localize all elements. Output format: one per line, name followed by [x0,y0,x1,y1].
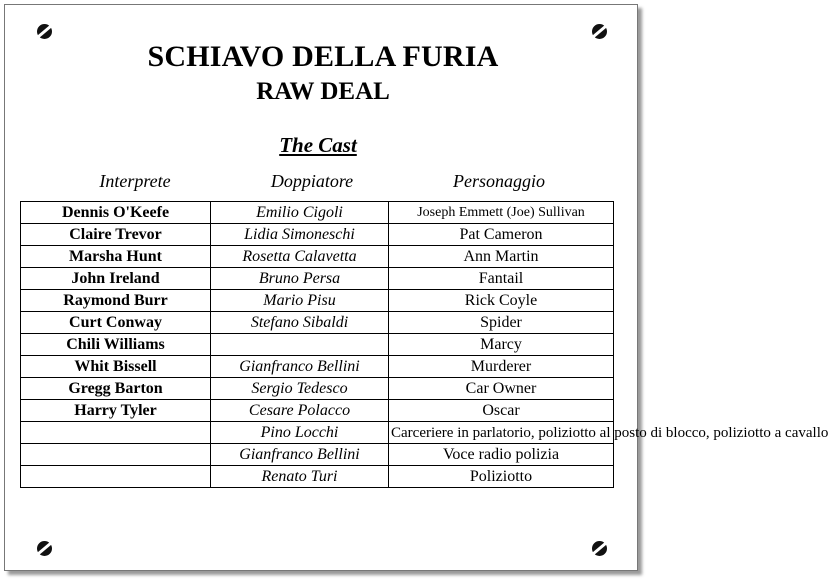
table-row [21,378,614,400]
role-cell: Murderer [389,356,614,378]
role-cell: Poliziotto [389,466,614,488]
column-header-actor: Interprete [99,171,171,191]
role-cell: Spider [389,312,614,334]
dubber-cell: Mario Pisu [211,290,389,312]
page-title: SCHIAVO DELLA FURIA [147,40,499,73]
dubber-cell: Sergio Tedesco [211,378,389,400]
table-row [21,422,614,444]
role-cell: Rick Coyle [389,290,614,312]
screw-icon [37,541,52,556]
actor-cell: Gregg Barton [21,378,211,400]
role-cell: Oscar [389,400,614,422]
actor-cell: Whit Bissell [21,356,211,378]
table-row [21,334,614,356]
dubber-cell: Gianfranco Bellini [211,444,389,466]
dubber-cell: Bruno Persa [211,268,389,290]
actor-cell: Harry Tyler [21,400,211,422]
table-row [21,246,614,268]
actor-cell [21,422,211,444]
dubber-cell: Stefano Sibaldi [211,312,389,334]
table-row [21,268,614,290]
table-row [21,400,614,422]
role-cell: Fantail [389,268,614,290]
dubber-cell: Pino Locchi [211,422,389,444]
dubber-cell: Renato Turi [211,466,389,488]
cast-table [20,201,828,488]
role-cell: Pat Cameron [389,224,614,246]
actor-cell: Chili Williams [21,334,211,356]
column-header-dubber: Doppiatore [270,171,354,191]
dubber-cell: Gianfranco Bellini [211,356,389,378]
table-row [21,202,614,224]
actor-cell: Raymond Burr [21,290,211,312]
dubber-cell: Emilio Cigoli [211,202,389,224]
table-row [21,290,614,312]
actor-cell: John Ireland [21,268,211,290]
actor-cell: Dennis O'Keefe [21,202,211,224]
table-row [21,466,614,488]
actor-cell: Claire Trevor [21,224,211,246]
cast-heading: The Cast [279,133,357,157]
actor-cell: Marsha Hunt [21,246,211,268]
table-row [21,444,614,466]
table-row [21,224,614,246]
page-subtitle: RAW DEAL [256,78,390,105]
role-cell: Voce radio polizia [389,444,614,466]
role-cell: Carceriere in parlatorio, poliziotto al posto di blocco, poliziotto a cavallo [389,422,614,444]
dubber-cell: Cesare Polacco [211,400,389,422]
screw-icon [37,24,52,39]
table-row [21,312,614,334]
dubber-cell [211,334,389,356]
screw-icon [592,541,607,556]
role-cell: Ann Martin [389,246,614,268]
role-cell: Car Owner [389,378,614,400]
role-cell: Joseph Emmett (Joe) Sullivan [389,202,614,224]
table-row [21,356,614,378]
actor-cell [21,444,211,466]
actor-cell [21,466,211,488]
role-cell: Marcy [389,334,614,356]
dubber-cell: Lidia Simoneschi [211,224,389,246]
column-header-role: Personaggio [453,171,545,191]
dubber-cell: Rosetta Calavetta [211,246,389,268]
screw-icon [592,24,607,39]
actor-cell: Curt Conway [21,312,211,334]
